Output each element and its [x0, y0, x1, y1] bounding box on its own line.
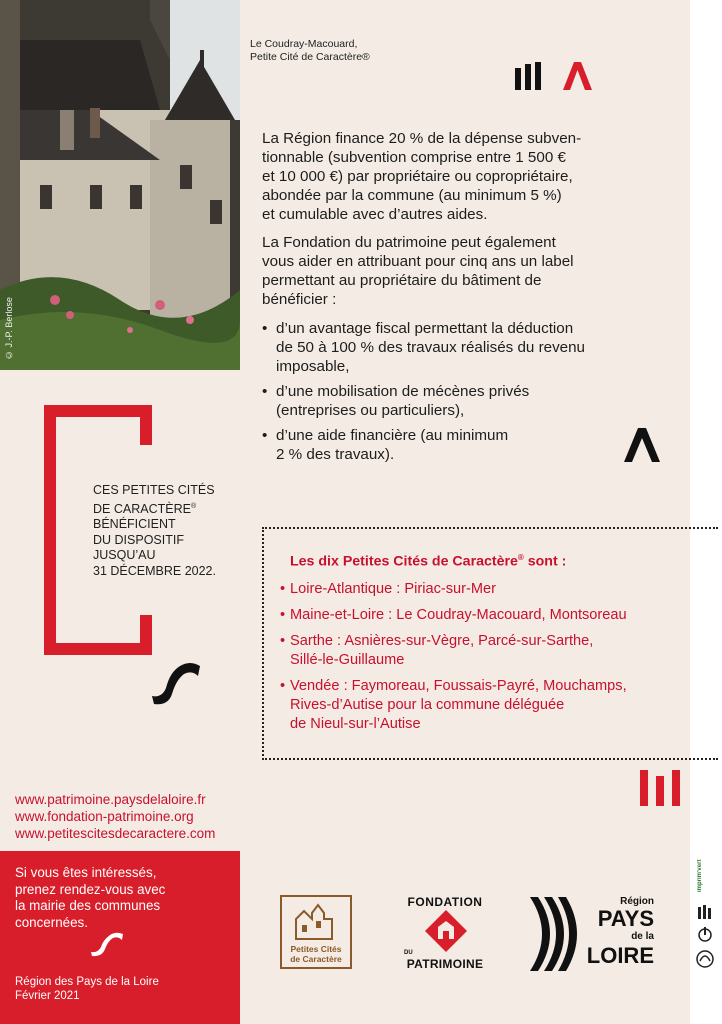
list-item	[280, 677, 690, 734]
text-line: DU DISPOSITIF	[93, 532, 184, 547]
text-line: Si vous êtes intéressés,	[15, 865, 157, 880]
text-line: et 10 000 €) par propriétaire ou copropriétaire,	[262, 168, 573, 185]
caption-line: Le Coudray-Macouard,	[250, 38, 358, 50]
text-line: • d’une mobilisation de mécènes privés	[276, 383, 530, 400]
text-line: BÉNÉFICIENT	[93, 517, 176, 532]
list-item	[280, 580, 690, 599]
region-bars-logo-icon	[515, 62, 593, 92]
black-s-mark-icon	[150, 660, 202, 708]
list-item	[280, 632, 690, 670]
text-line: permettant au propriétaire du bâtiment de	[262, 272, 542, 289]
text-line: et cumulable avec d’autres aides.	[262, 206, 488, 223]
castle-icon	[282, 897, 350, 945]
text-line: 2 % des travaux).	[276, 446, 395, 463]
text-line: DE CARACTÈRE	[93, 501, 191, 516]
publisher-name: Région des Pays de la Loire	[15, 976, 159, 988]
region-logo-line: Région	[620, 896, 654, 907]
logo-line: Petites Cités	[290, 944, 342, 954]
link-patrimoine[interactable]: www.patrimoine.paysdelaloire.fr	[15, 792, 206, 807]
cities-title-text: Les dix Petites Cités de Caractère	[290, 553, 518, 570]
white-s-mark-icon	[90, 932, 124, 958]
website-links	[15, 791, 275, 842]
text-line: La Fondation du patrimoine peut également	[262, 234, 556, 251]
text-line: prenez rendez-vous avec	[15, 881, 166, 897]
registered-mark: ®	[190, 502, 197, 510]
text-line: imposable,	[276, 358, 350, 375]
region-arcs-icon	[530, 897, 580, 971]
list-item	[262, 382, 632, 420]
text-line: Sillé-le-Guillaume	[290, 652, 405, 668]
region-logo-line: PAYS	[597, 906, 654, 931]
publication-date: Février 2021	[15, 990, 80, 1002]
list-item	[262, 426, 632, 464]
publisher-footer	[15, 975, 225, 1003]
deadline-notice	[93, 483, 253, 579]
text-line: 31 DÉCEMBRE 2022.	[93, 563, 216, 578]
logo-line: de Caractère	[290, 953, 342, 964]
text-line: concernées.	[15, 914, 88, 930]
list-item	[280, 606, 690, 625]
registered-mark: ®	[517, 553, 524, 562]
eco-labels-icon	[696, 905, 716, 971]
text-line: • d’une aide financière (au minimum	[276, 427, 509, 444]
text-line: bénéficier :	[262, 291, 337, 308]
village-photo	[0, 0, 240, 370]
text-line: • Sarthe : Asnières-sur-Vègre, Parcé-sur-Sarthe,	[290, 633, 594, 649]
link-petites-cites[interactable]: www.petitescitesdecaractere.com	[15, 826, 216, 841]
red-bars-mark-icon	[640, 770, 682, 806]
list-item	[262, 319, 632, 376]
photo-credit: © J.-P. Berlose	[4, 297, 14, 360]
text-line: CES PETITES CITÉS	[93, 483, 215, 497]
text-line: vous aider en attribuant pour cinq ans un label	[262, 253, 574, 270]
text-line: JUSQU’AU	[93, 548, 156, 563]
text-line: • d’un avantage fiscal permettant la déduction	[276, 320, 574, 337]
text-line: de Nieul-sur-l’Autise	[290, 716, 421, 732]
cities-title	[290, 553, 670, 570]
link-fondation[interactable]: www.fondation-patrimoine.org	[15, 809, 194, 824]
text-line: la mairie des communes	[15, 898, 161, 913]
contact-text	[15, 865, 225, 931]
photo-caption	[250, 38, 450, 64]
cities-title-end: sont :	[523, 553, 567, 570]
paragraph-region-funding	[262, 129, 632, 224]
paragraph-fondation	[262, 233, 632, 309]
text-line: Rives-d’Autise pour la commune déléguée	[290, 697, 565, 713]
text-line: de 50 à 100 % des travaux réalisés du revenu	[276, 339, 586, 356]
region-logo-line: LOIRE	[586, 943, 654, 968]
text-line: • Loire-Atlantique : Piriac-sur-Mer	[290, 581, 497, 597]
fondation-logo-bottom: PATRIMOINE	[406, 957, 484, 971]
text-line: abondée par la commune (au minimum 5 %)	[262, 187, 562, 204]
text-line: tionnable (subvention comprise entre 1 500 €	[262, 149, 566, 166]
benefits-list	[262, 319, 632, 470]
imprim-vert-mark: imprim'vert	[697, 859, 703, 892]
region-logo-line: de la	[631, 931, 654, 942]
text-line: (entreprises ou particuliers),	[276, 402, 465, 419]
text-line: La Région finance 20 % de la dépense subven-	[262, 130, 582, 147]
cities-list	[280, 580, 690, 741]
text-line: • Maine-et-Loire : Le Coudray-Macouard, Montsoreau	[290, 607, 627, 623]
text-line: • Vendée : Faymoreau, Foussais-Payré, Mouchamps,	[290, 678, 627, 694]
fondation-logo-du: DU	[404, 950, 413, 956]
caption-line: Petite Cité de Caractère®	[250, 51, 370, 63]
fondation-logo-top: FONDATION	[407, 895, 483, 909]
fondation-diamond-icon	[424, 909, 468, 953]
text-line	[93, 499, 253, 518]
petites-cites-logo-text	[282, 945, 350, 964]
